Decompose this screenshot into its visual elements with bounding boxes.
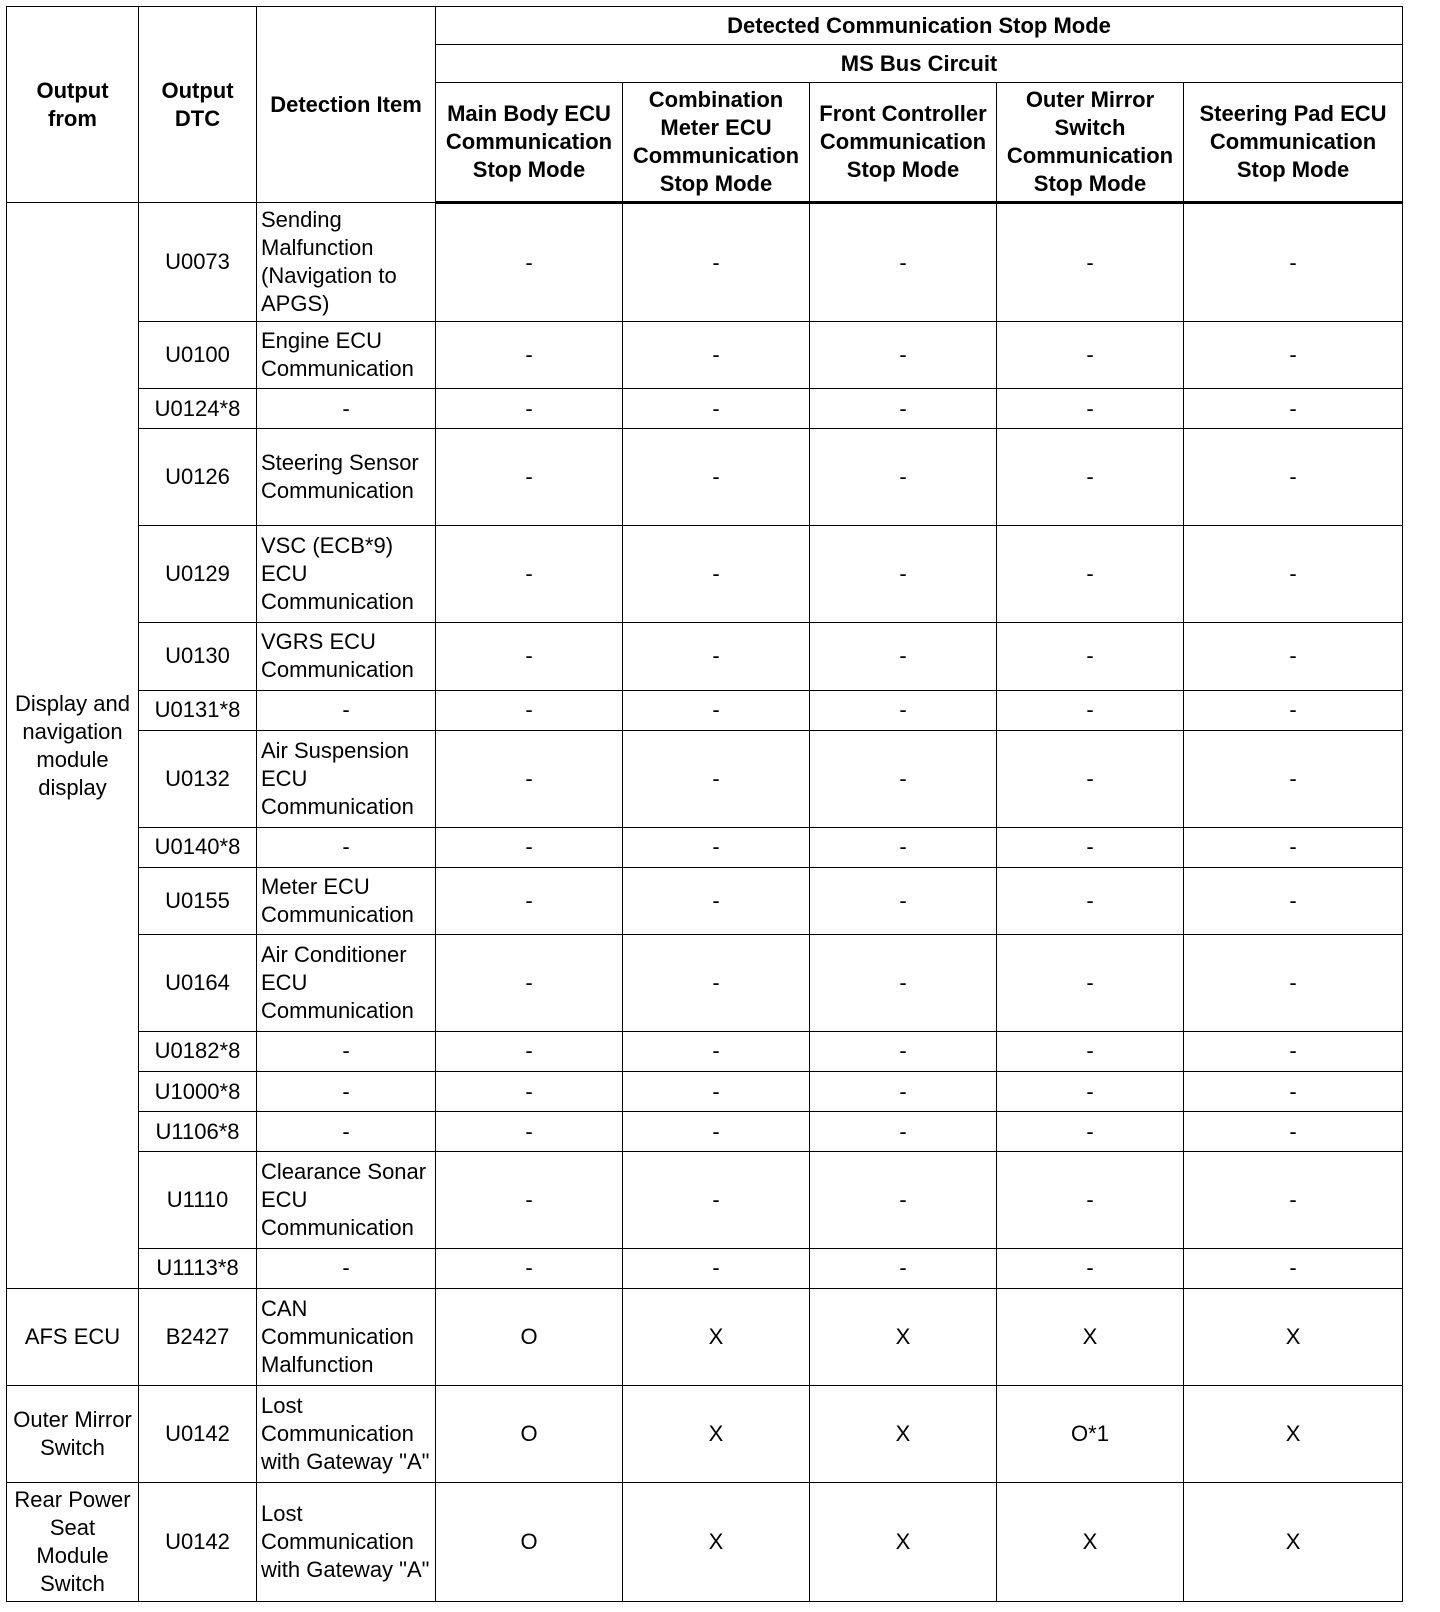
mode-mark-cell: - [997,730,1184,827]
mode-mark-cell: X [623,1289,810,1386]
mode-mark-cell: - [810,935,997,1032]
mode-mark-cell: - [1184,389,1403,429]
mode-mark-cell: - [997,867,1184,934]
mode-mark-cell: - [810,623,997,690]
mode-mark-cell: X [810,1482,997,1601]
table-row [7,730,1403,827]
header-detected-mode: Detected Communication Stop Mode [436,7,1403,45]
detection-item-cell: Meter ECU Communication [257,867,436,934]
mode-mark-cell: X [623,1385,810,1482]
mode-mark-cell: - [810,690,997,730]
header-output-from: Output from [7,7,139,203]
mode-mark-cell: - [810,322,997,389]
table-row [7,690,1403,730]
mode-mark-cell: - [997,429,1184,526]
mode-mark-cell: - [810,867,997,934]
mode-mark-cell: - [1184,322,1403,389]
table-row [7,1152,1403,1249]
mode-mark-cell: - [436,1112,623,1152]
detection-item-cell: Lost Communication with Gateway "A" [257,1482,436,1601]
detection-item-cell: - [257,1031,436,1071]
table-row [7,1248,1403,1288]
detection-item-cell: - [257,1248,436,1288]
table-row [7,429,1403,526]
mode-mark-cell: - [623,867,810,934]
detection-item-cell: - [257,1072,436,1112]
mode-mark-cell: - [623,389,810,429]
detection-item-cell: - [257,690,436,730]
mode-mark-cell: - [1184,1072,1403,1112]
detection-item-cell: VSC (ECB*9) ECU Communication [257,526,436,623]
detection-item-cell: Steering Sensor Communication [257,429,436,526]
header-bus-circuit: MS Bus Circuit [436,45,1403,83]
detection-item-cell: - [257,389,436,429]
dtc-code-cell: B2427 [139,1289,257,1386]
detection-item-cell: - [257,1112,436,1152]
dtc-code-cell: U1110 [139,1152,257,1249]
table-row [7,935,1403,1032]
mode-mark-cell: - [623,1152,810,1249]
mode-mark-cell: O [436,1289,623,1386]
detection-item-cell: Air Suspension ECU Communication [257,730,436,827]
mode-mark-cell: X [997,1289,1184,1386]
mode-mark-cell: X [1184,1289,1403,1386]
mode-mark-cell: - [997,1031,1184,1071]
mode-mark-cell: - [997,526,1184,623]
mode-mark-cell: - [623,935,810,1032]
dtc-code-cell: U0182*8 [139,1031,257,1071]
mode-mark-cell: - [623,322,810,389]
mode-mark-cell: X [810,1289,997,1386]
dtc-code-cell: U0132 [139,730,257,827]
mode-mark-cell: - [623,690,810,730]
dtc-code-cell: U1000*8 [139,1072,257,1112]
mode-mark-cell: - [810,1112,997,1152]
header-mode: Steering Pad ECU Communication Stop Mode [1184,83,1403,203]
output-from-cell: AFS ECU [7,1289,139,1386]
dtc-code-cell: U0142 [139,1385,257,1482]
table-body [7,203,1403,1602]
mode-mark-cell: - [623,1031,810,1071]
mode-mark-cell: - [810,1248,997,1288]
table-row [7,867,1403,934]
dtc-code-cell: U0073 [139,203,257,322]
mode-mark-cell: - [1184,623,1403,690]
mode-mark-cell: - [436,429,623,526]
mode-mark-cell: - [436,935,623,1032]
dtc-code-cell: U0131*8 [139,690,257,730]
dtc-code-cell: U0140*8 [139,827,257,867]
mode-mark-cell: - [997,322,1184,389]
table-row [7,1031,1403,1071]
table-row [7,322,1403,389]
mode-mark-cell: - [623,730,810,827]
table-row [7,203,1403,322]
mode-mark-cell: - [997,623,1184,690]
mode-mark-cell: - [1184,827,1403,867]
dtc-code-cell: U0164 [139,935,257,1032]
dtc-code-cell: U0126 [139,429,257,526]
mode-mark-cell: - [436,1248,623,1288]
dtc-code-cell: U0124*8 [139,389,257,429]
table-header [7,7,1403,203]
mode-mark-cell: O [436,1385,623,1482]
mode-mark-cell: - [623,1112,810,1152]
mode-mark-cell: X [1184,1482,1403,1601]
mode-mark-cell: - [623,1072,810,1112]
mode-mark-cell: - [997,203,1184,322]
mode-mark-cell: O [436,1482,623,1601]
mode-mark-cell: - [810,1072,997,1112]
mode-mark-cell: - [1184,1152,1403,1249]
header-mode: Front Controller Communication Stop Mode [810,83,997,203]
mode-mark-cell: - [997,1248,1184,1288]
header-mode: Outer Mirror Switch Communication Stop Mode [997,83,1184,203]
table-row [7,389,1403,429]
mode-mark-cell: - [810,1031,997,1071]
mode-mark-cell: - [810,429,997,526]
mode-mark-cell: - [1184,867,1403,934]
header-detection-item: Detection Item [257,7,436,203]
mode-mark-cell: - [1184,526,1403,623]
dtc-code-cell: U0130 [139,623,257,690]
mode-mark-cell: X [1184,1385,1403,1482]
dtc-code-cell: U0142 [139,1482,257,1601]
mode-mark-cell: - [623,623,810,690]
dtc-code-cell: U0100 [139,322,257,389]
table-row [7,1289,1403,1386]
mode-mark-cell: - [623,526,810,623]
detection-item-cell: - [257,827,436,867]
mode-mark-cell: - [1184,935,1403,1032]
dtc-code-cell: U0155 [139,867,257,934]
table-row [7,526,1403,623]
detection-item-cell: Lost Communication with Gateway "A" [257,1385,436,1482]
mode-mark-cell: - [1184,203,1403,322]
mode-mark-cell: - [997,935,1184,1032]
table-row [7,827,1403,867]
detection-item-cell: VGRS ECU Communication [257,623,436,690]
mode-mark-cell: - [436,827,623,867]
mode-mark-cell: - [810,526,997,623]
mode-mark-cell: - [1184,730,1403,827]
mode-mark-cell: - [436,1072,623,1112]
mode-mark-cell: - [436,690,623,730]
mode-mark-cell: - [1184,1031,1403,1071]
mode-mark-cell: - [436,322,623,389]
mode-mark-cell: - [810,1152,997,1249]
mode-mark-cell: - [997,690,1184,730]
table-row [7,1385,1403,1482]
detection-item-cell: Engine ECU Communication [257,322,436,389]
dtc-code-cell: U1113*8 [139,1248,257,1288]
dtc-table [6,6,1403,1602]
mode-mark-cell: - [623,827,810,867]
mode-mark-cell: - [997,1152,1184,1249]
mode-mark-cell: - [436,623,623,690]
mode-mark-cell: - [1184,1248,1403,1288]
output-from-cell: Rear Power Seat Module Switch [7,1482,139,1601]
detection-item-cell: CAN Communication Malfunction [257,1289,436,1386]
mode-mark-cell: - [997,827,1184,867]
table-row [7,623,1403,690]
detection-item-cell: Sending Malfunction (Navigation to APGS) [257,203,436,322]
mode-mark-cell: O*1 [997,1385,1184,1482]
table-row [7,1112,1403,1152]
mode-mark-cell: - [997,389,1184,429]
mode-mark-cell: - [810,730,997,827]
mode-mark-cell: - [1184,429,1403,526]
header-output-dtc: Output DTC [139,7,257,203]
output-from-cell: Display and navigation module display [7,203,139,1289]
mode-mark-cell: - [436,203,623,322]
mode-mark-cell: - [997,1072,1184,1112]
output-from-cell: Outer Mirror Switch [7,1385,139,1482]
mode-mark-cell: - [436,526,623,623]
mode-mark-cell: X [997,1482,1184,1601]
table-row [7,1482,1403,1601]
mode-mark-cell: - [810,827,997,867]
table-row [7,1072,1403,1112]
detection-item-cell: Clearance Sonar ECU Communication [257,1152,436,1249]
mode-mark-cell: - [1184,1112,1403,1152]
mode-mark-cell: - [623,203,810,322]
mode-mark-cell: - [436,389,623,429]
mode-mark-cell: - [810,203,997,322]
mode-mark-cell: - [436,1152,623,1249]
dtc-code-cell: U0129 [139,526,257,623]
header-mode: Main Body ECU Communication Stop Mode [436,83,623,203]
dtc-code-cell: U1106*8 [139,1112,257,1152]
mode-mark-cell: - [436,730,623,827]
mode-mark-cell: - [810,389,997,429]
mode-mark-cell: - [623,429,810,526]
mode-mark-cell: X [810,1385,997,1482]
detection-item-cell: Air Conditioner ECU Communication [257,935,436,1032]
mode-mark-cell: - [436,1031,623,1071]
mode-mark-cell: - [1184,690,1403,730]
mode-mark-cell: - [436,867,623,934]
mode-mark-cell: - [623,1248,810,1288]
mode-mark-cell: - [997,1112,1184,1152]
header-mode: Combination Meter ECU Communication Stop Mode [623,83,810,203]
mode-mark-cell: X [623,1482,810,1601]
